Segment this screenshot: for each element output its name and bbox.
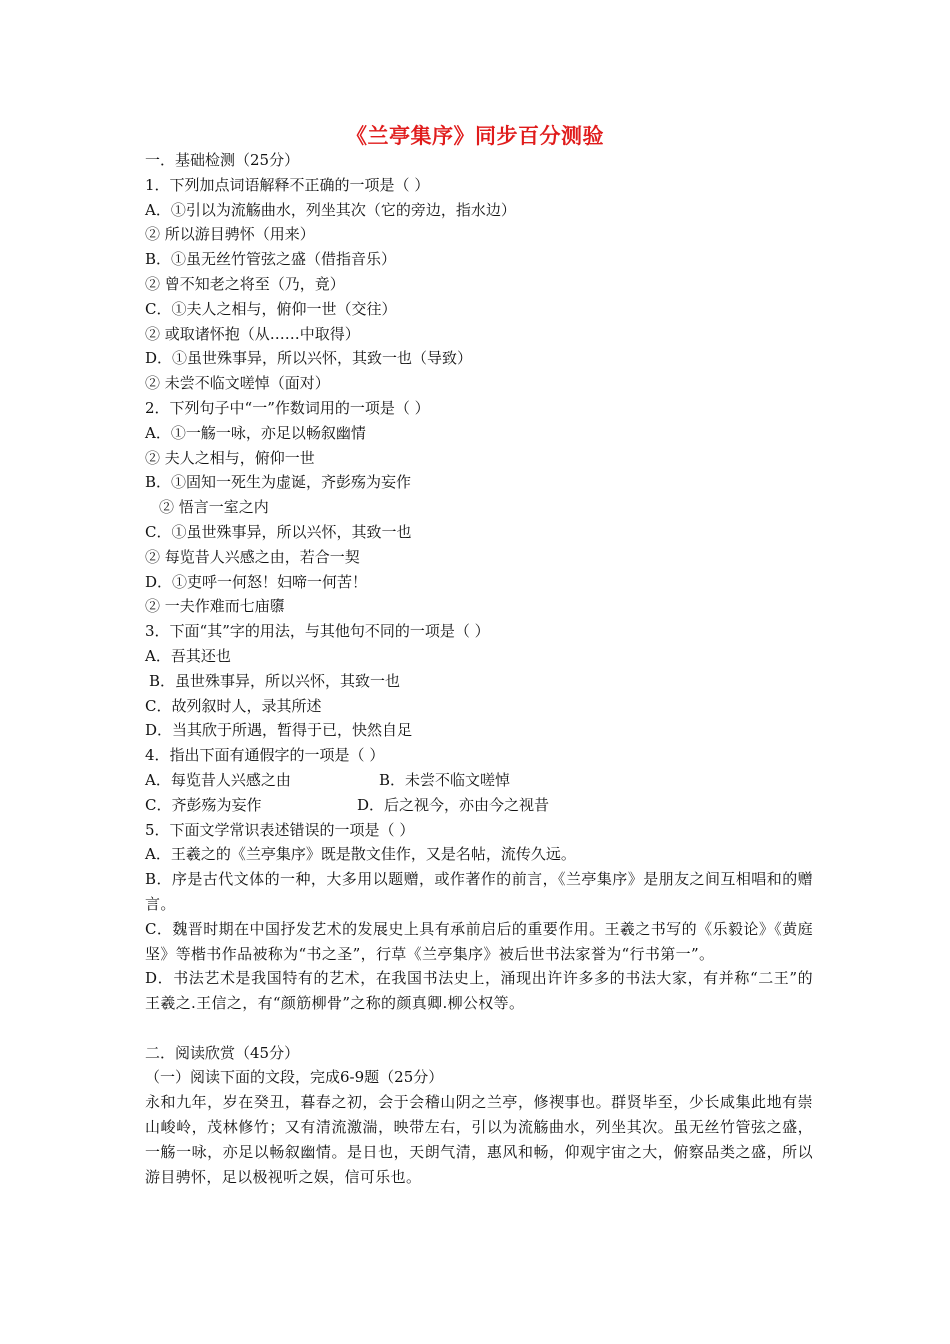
- q1-option-d2: ② 未尝不临文嗟悼（面对）: [145, 374, 330, 393]
- q5-option-b: B．序是古代文体的一种，大多用以题赠，或作著作的前言，《兰亭集序》是朋友之间互相唱和的赠言。: [145, 870, 813, 913]
- q2-option-c1: C．①虽世殊事异，所以兴怀，其致一也: [145, 522, 412, 541]
- q3-stem: 3．下面“其”字的用法，与其他句不同的一项是（ ）: [145, 622, 490, 641]
- q1-option-c2: ② 或取诸怀抱（从……中取得）: [145, 324, 360, 343]
- q2-option-a2: ② 夫人之相与，俯仰一世: [145, 448, 315, 467]
- q5-option-a: A．王羲之的《兰亭集序》既是散文佳作，又是名帖，流传久远。: [145, 845, 576, 864]
- q4-option-d: D．后之视今，亦由今之视昔: [357, 795, 550, 814]
- q1-option-c1: C．①夫人之相与，俯仰一世（交往）: [145, 299, 397, 318]
- q4-row-cd: [145, 793, 813, 818]
- q1-option-a2: ② 所以游目骋怀（用来）: [145, 225, 315, 244]
- q4-stem: 4．指出下面有通假字的一项是（ ）: [145, 746, 385, 765]
- q5-option-d: D．书法艺术是我国特有的艺术，在我国书法史上，涌现出许许多多的书法大家，有并称“二王”的王羲之.王信之，有“颜筋柳骨”之称的颜真卿.柳公权等。: [145, 969, 813, 1013]
- q3-option-d: D．当其欣于所遇，暂得于已，快然自足: [145, 721, 413, 740]
- reading-passage: 永和九年，岁在癸丑，暮春之初，会于会稽山阴之兰亭，修禊事也。群贤毕至，少长咸集此地有崇山峻岭，茂林修竹；又有清流激湍，映带左右，引以为流觞曲水，列坐其次。虽无丝竹管弦之盛，一觞一咏，亦足以畅叙幽情。是日也，天朗气清，惠风和畅，仰观宇宙之大，俯察品类之盛，所以游目骋怀，足以极视听之娱，信可乐也。: [145, 1093, 813, 1186]
- q2-option-d1: D．①吏呼一何怒！妇啼一何苦！: [145, 572, 368, 591]
- q3-option-a: A．吾其还也: [145, 646, 231, 665]
- q1-stem: 1．下列加点词语解释不正确的一项是（ ）: [145, 175, 430, 194]
- q4-option-b: B．未尝不临文嗟悼: [379, 770, 511, 789]
- q5-stem: 5．下面文学常识表述错误的一项是（ ）: [145, 820, 415, 839]
- q1-option-a1: A．①引以为流觞曲水，列坐其次（它的旁边，指水边）: [145, 200, 516, 219]
- q5-option-c: C．魏晋时期在中国抒发艺术的发展史上具有承前启后的重要作用。王羲之书写的《乐毅论》《黄庭坚》等楷书作品被称为“书之圣”，行草《兰亭集序》被后世书法家誉为“行书第一”。: [145, 919, 813, 963]
- section-gap: [145, 1016, 813, 1041]
- q4-option-c: C．齐彭殇为妄作: [145, 795, 262, 814]
- page-title: 《兰亭集序》同步百分测验: [346, 123, 604, 148]
- q1-option-d1: D．①虽世殊事异，所以兴怀，其致一也（导致）: [145, 349, 473, 368]
- q2-option-b2: ② 悟言一室之内: [159, 498, 269, 517]
- section2-subheading: （一）阅读下面的文段，完成6-9题（25分）: [145, 1068, 444, 1087]
- q4-option-a: A．每览昔人兴感之由: [145, 770, 291, 789]
- q2-option-c2: ② 每览昔人兴感之由，若合一契: [145, 547, 360, 566]
- q4-row-ab: [145, 768, 813, 793]
- document-body: [145, 148, 813, 1189]
- q1-option-b2: ② 曾不知老之将至（乃，竟）: [145, 274, 345, 293]
- q3-option-b: B．虽世殊事异，所以兴怀，其致一也: [149, 671, 401, 690]
- q2-option-d2: ② 一夫作难而七庙隳: [145, 597, 285, 616]
- q3-option-c: C．故列叙时人，录其所述: [145, 696, 322, 715]
- q2-option-b1: B．①固知一死生为虚诞，齐彭殇为妄作: [145, 473, 412, 492]
- q1-option-b1: B．①虽无丝竹管弦之盛（借指音乐）: [145, 250, 397, 269]
- q2-option-a1: A．①一觞一咏，亦足以畅叙幽情: [145, 423, 366, 442]
- section2-heading: 二．阅读欣赏（45分）: [145, 1043, 300, 1062]
- q2-stem: 2．下列句子中“一”作数词用的一项是（ ）: [145, 398, 430, 417]
- section1-heading: 一．基础检测（25分）: [145, 151, 300, 169]
